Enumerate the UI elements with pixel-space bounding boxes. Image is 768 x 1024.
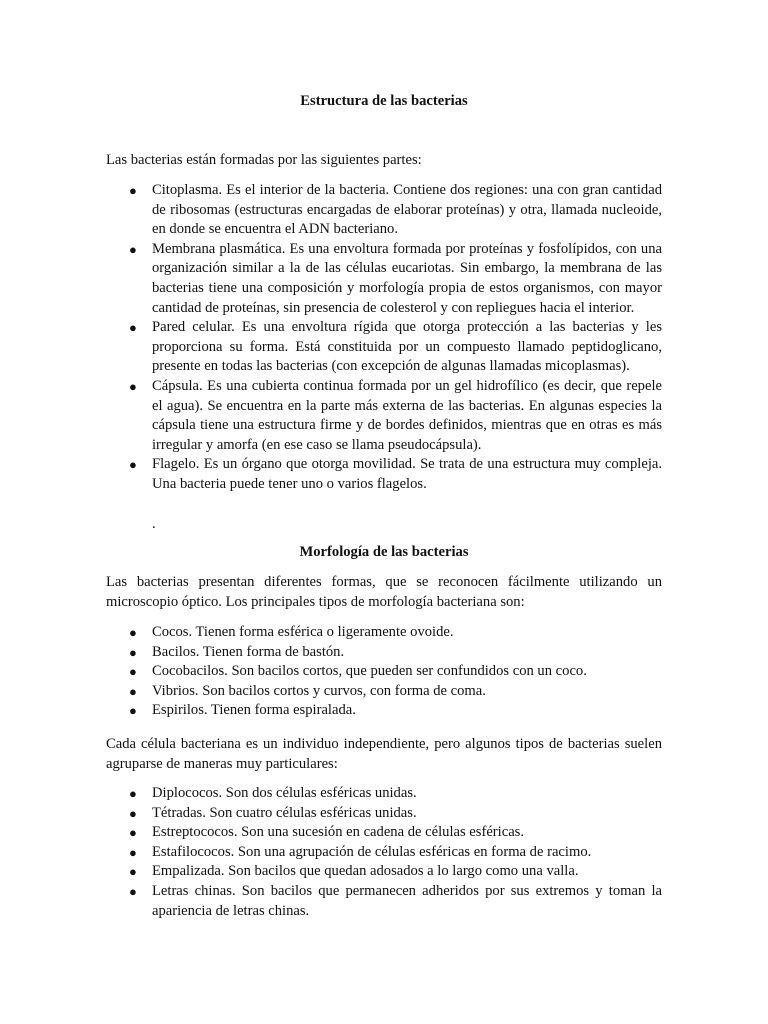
- list-item-text: Espirilos. Tienen forma espiralada.: [152, 702, 356, 719]
- list-item: [106, 623, 662, 643]
- morphology-intro: Las bacterias presentan diferentes formas, que se reconocen fácilmente utilizando un microscopio óptico. Los principales tipos de morfología bacteriana son:: [106, 574, 662, 610]
- list-item: [106, 643, 662, 663]
- bullet-icon: ●: [129, 378, 137, 394]
- list-item-text: Citoplasma. Es el interior de la bacteria. Contiene dos regiones: una con gran cantidad de ribosomas (estructuras encargadas de elaborar proteínas) y otra, llamada nucleoide, en donde se encuentra el ADN bacteriano.: [152, 182, 662, 238]
- list-item: [106, 181, 662, 240]
- list-item-text: Pared celular. Es una envoltura rígida que otorga protección a las bacterias y les proporciona su forma. Está constituida por un compuesto llamado peptidoglicano, presente en todas las bacterias (con excepción de algunas llamadas micoplasmas).: [152, 319, 662, 375]
- list-item-text: Cápsula. Es una cubierta continua formada por un gel hidrofílico (es decir, que repele el agua). Se encuentra en la parte más externa de las bacterias. En algunas especies la cápsula tiene una estructura firme y de bordes definidos, mientras que en otras es más irregular y amorfa (en ese caso se llama pseudocápsula).: [152, 377, 662, 453]
- list-item: [106, 318, 662, 377]
- list-item: [106, 804, 662, 824]
- list-item-text: Cocos. Tienen forma esférica o ligeramente ovoide.: [152, 624, 454, 640]
- bullet-icon: ●: [129, 805, 137, 821]
- list-item-text: Cocobacilos. Son bacilos cortos, que pueden ser confundidos con un coco.: [152, 663, 587, 680]
- bullet-icon: ●: [129, 883, 137, 899]
- list-item-text: Flagelo. Es un órgano que otorga movilidad. Se trata de una estructura muy compleja. Una bacteria puede tener uno o varios flagelos.: [152, 456, 662, 492]
- bacteria-parts-list: [106, 181, 662, 495]
- list-item-text: Estafilococos. Son una agrupación de células esféricas en forma de racimo.: [152, 843, 592, 860]
- list-item-text: Membrana plasmática. Es una envoltura formada por proteínas y fosfolípidos, con una organización similar a la de las células eucariotas. Sin embargo, la membrana de las bacterias tiene una composición y morfología propia de estos organismos, con mayor cantidad de proteínas, sin presencia de colesterol y con repliegues hacia el interior.: [152, 240, 662, 316]
- groupings-intro: Cada célula bacteriana es un individuo independiente, pero algunos tipos de bacterias suelen agruparse de maneras muy particulares:: [106, 736, 662, 772]
- bullet-icon: ●: [129, 703, 137, 719]
- list-item-text: Empalizada. Son bacilos que quedan adosados a lo largo como una valla.: [152, 863, 579, 880]
- bullet-icon: ●: [129, 183, 137, 198]
- list-item: [106, 843, 662, 863]
- list-item: [106, 701, 662, 721]
- list-item: [106, 882, 662, 921]
- bullet-icon: ●: [129, 241, 137, 257]
- bullet-icon: ●: [129, 320, 137, 336]
- bullet-icon: ●: [129, 825, 137, 841]
- stray-dot: .: [152, 516, 156, 532]
- section-title: Morfología de las bacterias: [299, 544, 469, 560]
- list-item: [106, 377, 662, 455]
- bullet-icon: ●: [129, 864, 137, 880]
- bullet-icon: ●: [129, 457, 137, 473]
- list-item: [106, 662, 662, 682]
- list-item-text: Diplococos. Son dos células esféricas unidas.: [152, 785, 417, 801]
- morphology-list: [106, 623, 662, 721]
- bullet-icon: ●: [129, 844, 137, 860]
- list-item-text: Tétradas. Son cuatro células esféricas unidas.: [152, 804, 417, 821]
- list-item: [106, 455, 662, 494]
- bullet-icon: ●: [129, 683, 137, 699]
- groupings-list: [106, 784, 662, 921]
- list-item: [106, 682, 662, 702]
- list-item-text: Bacilos. Tienen forma de bastón.: [152, 643, 345, 660]
- list-item: [106, 240, 662, 318]
- bullet-icon: ●: [129, 625, 137, 640]
- list-item-text: Estreptococos. Son una sucesión en cadena de células esféricas.: [152, 824, 524, 841]
- intro-paragraph: Las bacterias están formadas por las siguientes partes:: [106, 152, 422, 168]
- bullet-icon: ●: [129, 786, 137, 801]
- list-item: [106, 862, 662, 882]
- bullet-icon: ●: [129, 664, 137, 680]
- list-item-text: Vibrios. Son bacilos cortos y curvos, con forma de coma.: [152, 682, 486, 699]
- list-item: [106, 784, 662, 804]
- list-item: [106, 823, 662, 843]
- list-item-text: Letras chinas. Son bacilos que permanecen adheridos por sus extremos y toman la apariencia de letras chinas.: [152, 882, 662, 919]
- bullet-icon: ●: [129, 644, 137, 660]
- page-title: Estructura de las bacterias: [300, 93, 468, 109]
